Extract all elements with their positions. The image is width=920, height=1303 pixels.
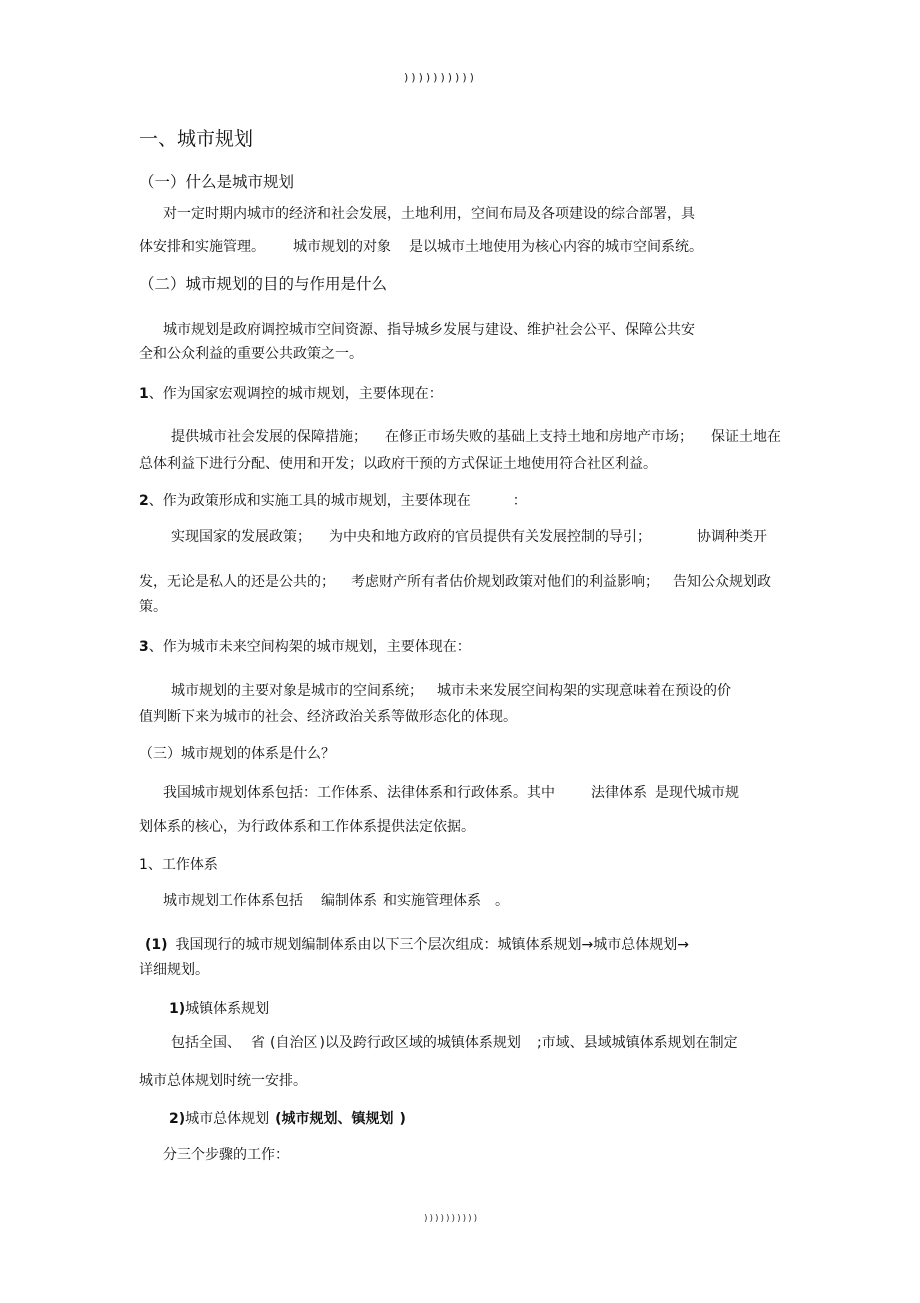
paragraph-line: 我国城市规划体系包括：工作体系、法律体系和行政体系。其中 法律体系 是现代城市规 [163, 785, 739, 801]
paragraph-line: 体安排和实施管理。 城市规划的对象 是以城市土地使用为核心内容的城市空间系统。 [139, 239, 703, 255]
section-2-heading: （二）城市规划的目的与作用是什么 [139, 275, 388, 293]
footer-marks: )))))))))) [424, 1214, 480, 1224]
section-3-heading: （三）城市规划的体系是什么？ [139, 746, 335, 762]
paragraph-line: 提供城市社会发展的保障措施； 在修正市场失败的基础上支持土地和房地产市场； 保证土地在 [171, 429, 781, 445]
subsection-heading: 1、工作体系 [139, 857, 218, 873]
paragraph-line: 实现国家的发展政策； 为中央和地方政府的官员提供有关发展控制的导引； 协调种类开 [171, 529, 767, 545]
paragraph-line: 发，无论是私人的还是公共的； 考虑财产所有者估价规划政策对他们的利益影响； 告知公众规划政 [139, 574, 771, 590]
paragraph-line: 城市规划是政府调控城市空间资源、指导城乡发展与建设、维护社会公平、保障公共安 [163, 322, 695, 338]
header-marks: )))))))))) [404, 71, 477, 84]
section-1-heading: （一）什么是城市规划 [139, 173, 295, 191]
paragraph-line: 城市规划工作体系包括 编制体系 和实施管理体系 。 [163, 893, 509, 909]
list-item-1-heading: 1、作为国家宏观调控的城市规划，主要体现在： [139, 386, 443, 402]
paragraph-line: 总体利益下进行分配、使用和开发；以政府干预的方式保证土地使用符合社区利益。 [139, 456, 657, 472]
paragraph-line: 城市规划的主要对象是城市的空间系统； 城市未来发展空间构架的实现意味着在预设的价 [171, 683, 731, 699]
paragraph-line: 城市总体规划时统一安排。 [139, 1073, 307, 1089]
paragraph-line: 值判断下来为城市的社会、经济政治关系等做形态化的体现。 [139, 709, 517, 725]
list-item-2-heading: 2、作为政策形成和实施工具的城市规划，主要体现在 ： [139, 493, 527, 509]
sub-item-2-heading: 2)城市总体规划 (城市规划、镇规划 ) [169, 1111, 406, 1127]
page-title: 一、城市规划 [139, 128, 254, 150]
paragraph-line: 包括全国、 省 (自治区 )以及跨行政区域的城镇体系规划 ;市域、县域城镇体系规划在制定 [171, 1035, 738, 1051]
paragraph-line: (1) 我国现行的城市规划编制体系由以下三个层次组成：城镇体系规划→城市总体规划→ [145, 937, 690, 953]
paragraph-line: 详细规划。 [139, 962, 209, 978]
paragraph-line: 全和公众利益的重要公共政策之一。 [139, 346, 363, 362]
paragraph-line: 划体系的核心，为行政体系和工作体系提供法定依据。 [139, 819, 475, 835]
paragraph-line: 分三个步骤的工作： [163, 1147, 289, 1163]
paragraph-line: 对一定时期内城市的经济和社会发展，土地利用，空间布局及各项建设的综合部署，具 [163, 206, 695, 222]
sub-item-1-heading: 1)城镇体系规划 [169, 1001, 270, 1017]
paragraph-line: 策。 [139, 599, 167, 615]
list-item-3-heading: 3、作为城市未来空间构架的城市规划，主要体现在： [139, 639, 471, 655]
